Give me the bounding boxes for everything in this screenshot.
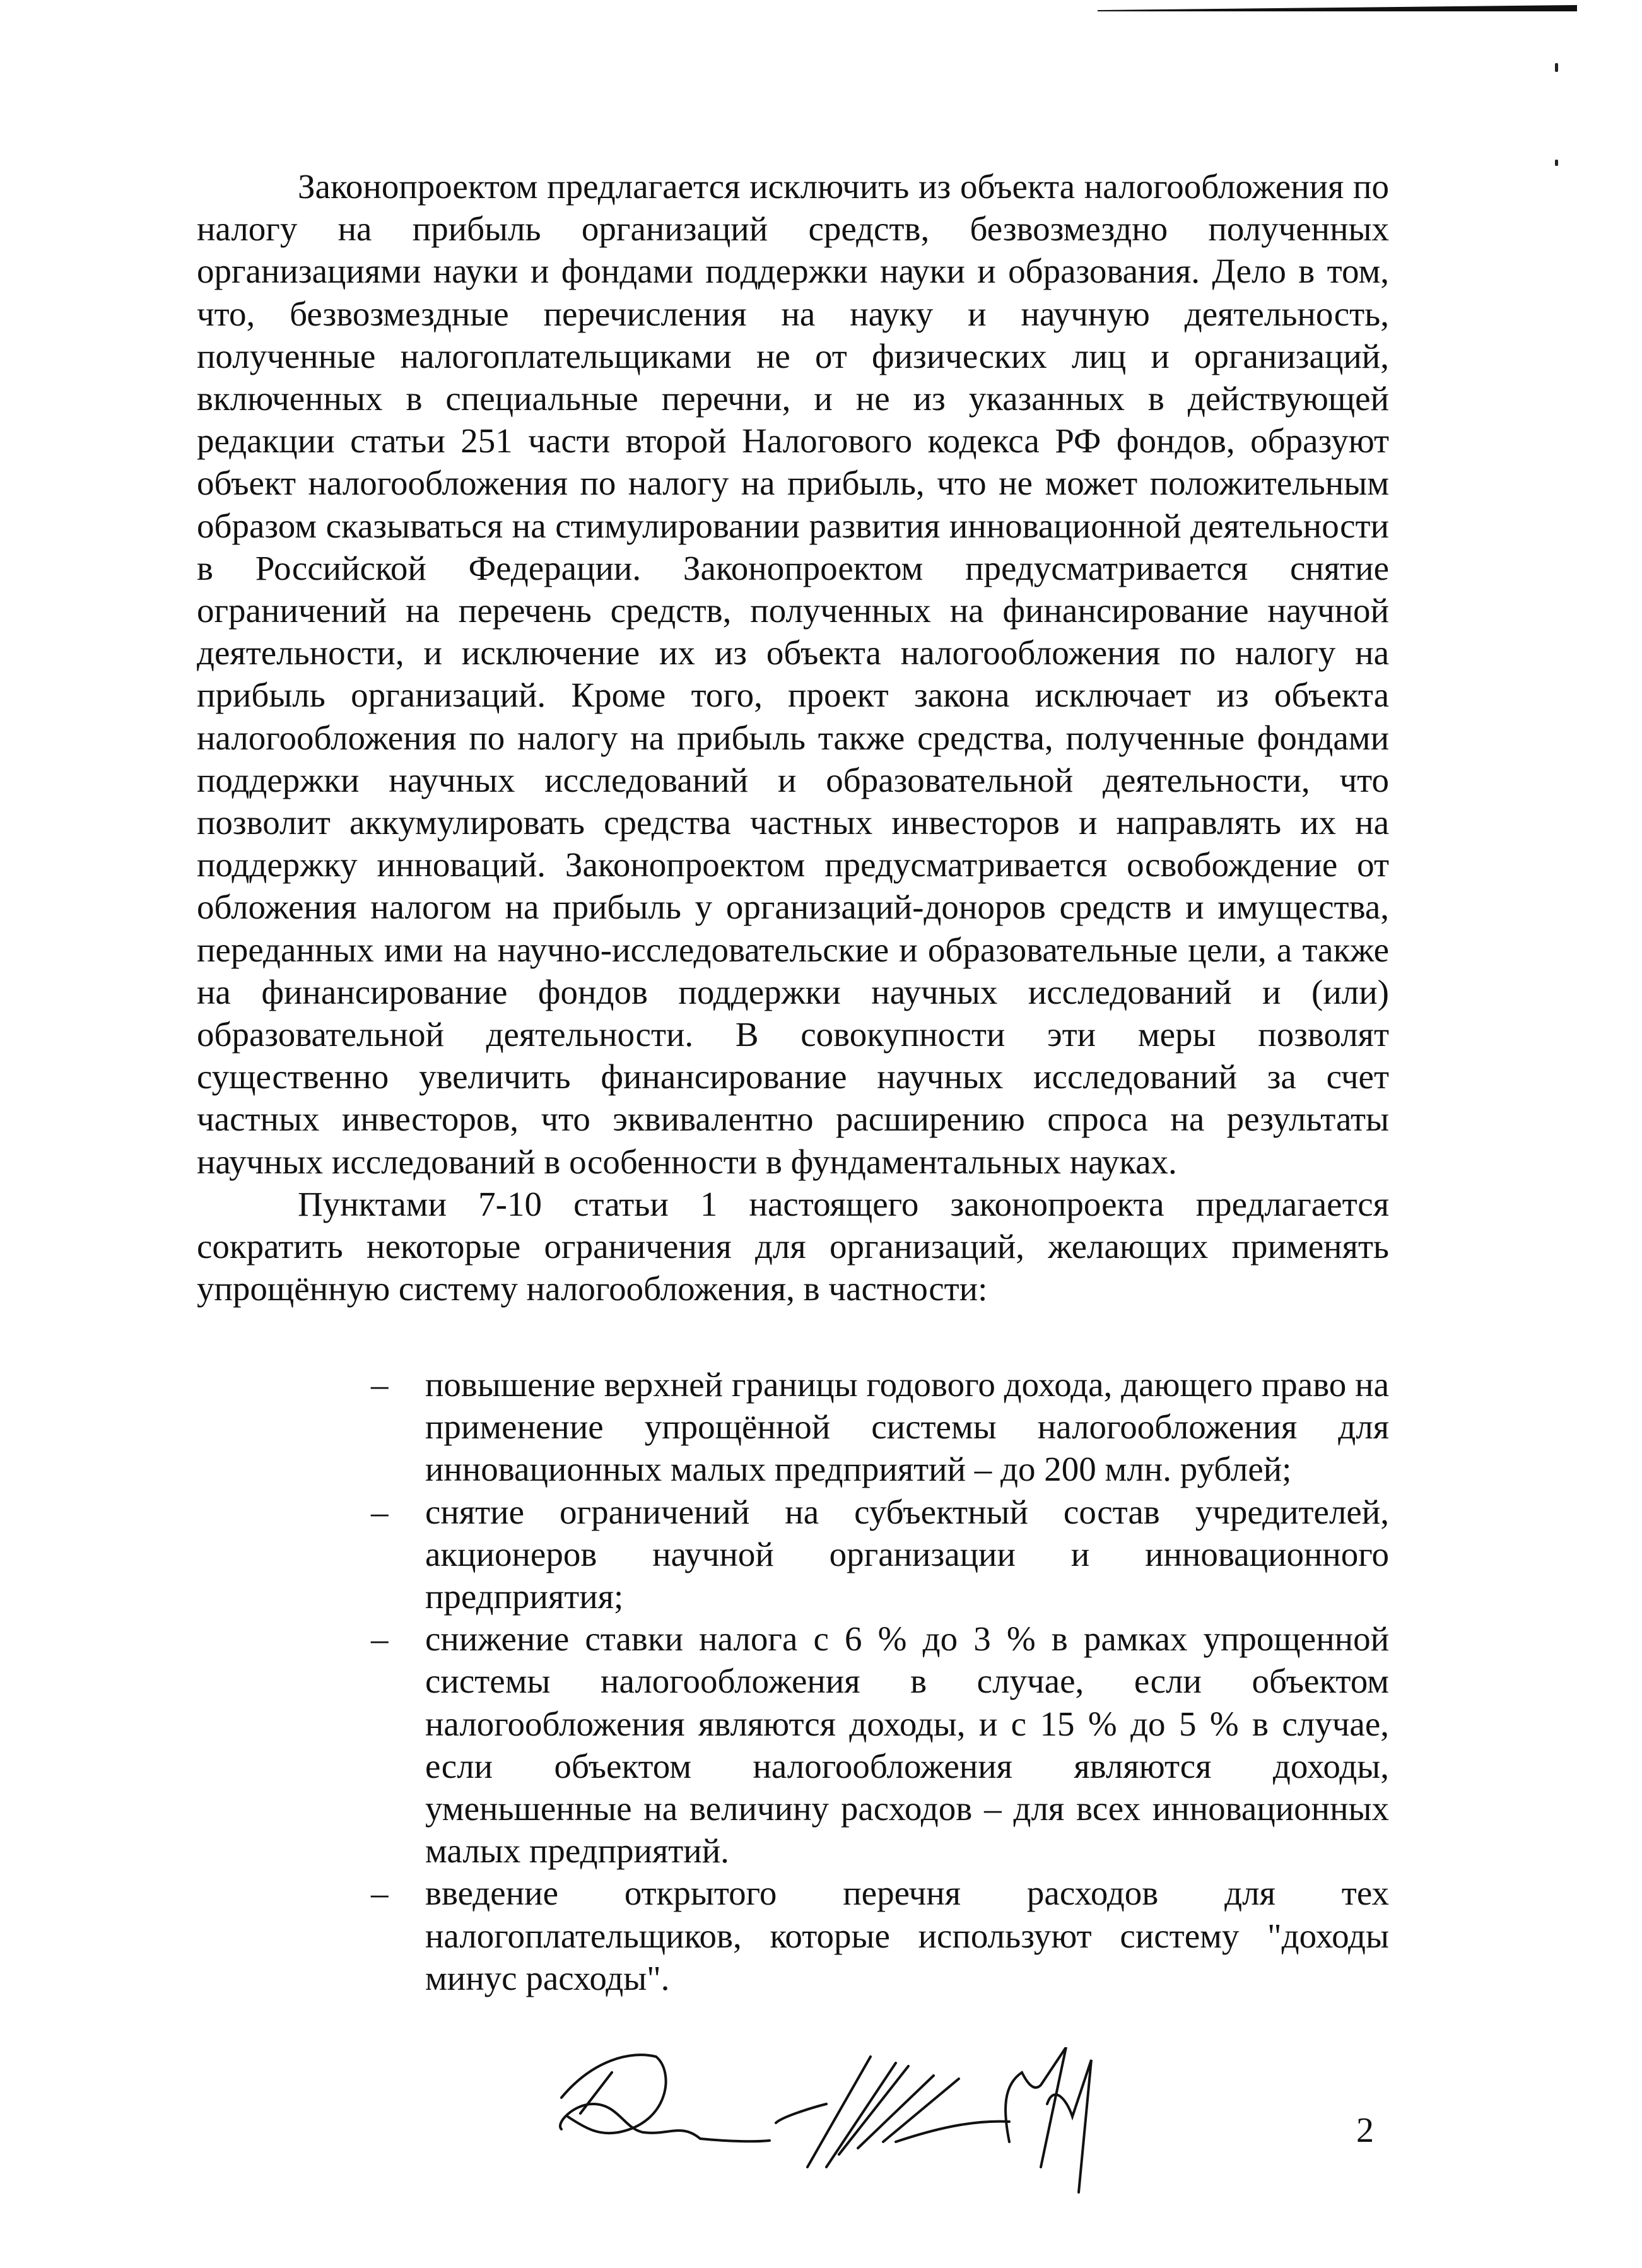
list-dash: – <box>371 1874 389 1913</box>
paragraph-1: Законопроектом предлагается исключить из объекта налогообложения по налогу на прибыль организаций средств, безвозмездно полученных организациями науки и фондами поддержки науки и образования. Дело в том, что, безвозмездные перечисления на науку и научную деятельность, полученные налогоплательщиками не от физических лиц и организаций, включенных в специальные перечни, и не из указанных в действующей редакции статьи 251 части второй Налогового кодекса РФ фондов, образуют объект налогообложения по налогу на прибыль, что не может положительным образом сказываться на стимулировании развития инновационной деятельности в Российской Федерации. Законопроектом предусматривается снятие ограничений на перечень средств, полученных на финансирование научной деятельности, и исключение их из объекта налогообложения по налогу на прибыль организаций. Кроме того, проект закона исключает из объекта налогообложения по налогу на прибыль также средства, полученные фондами поддержки научных исследований и образовательной деятельности, что позволит аккумулировать средства частных инвесторов и направлять их на поддержку инноваций. Законопроектом предусматривается освобождение от обложения налогом на прибыль у организаций-доноров средств и имущества, переданных ими на научно-исследовательские и образовательные цели, а также на финансирование фондов поддержки научных исследований и (или) образовательной деятельности. В совокупности эти меры позволят существенно увеличить финансирование научных исследований за счет частных инвесторов, что эквивалентно расширению спроса на результаты научных исследований в особенности в фундаментальных науках. <box>197 167 1389 1181</box>
paragraph-2: Пунктами 7-10 статьи 1 настоящего законопроекта предлагается сократить некоторые ограничения для организаций, желающих применять упрощённую систему налогообложения, в частности: <box>197 1184 1389 1308</box>
list-dash: – <box>371 1492 389 1531</box>
handwritten-signature <box>542 2047 1337 2268</box>
scan-edge-line <box>1098 5 1577 11</box>
list-item-text: снижение ставки налога с 6 % до 3 % в рамках упрощенной системы налогообложения в случае, если объектом налогообложения являются доходы, и с 15 % до 5 % в случае, если объектом налогообложения являются доходы, уменьшенные на величину расходов – для всех инновационных малых предприятий. <box>425 1619 1389 1871</box>
page-number: 2 <box>1356 2111 1374 2150</box>
bullet-list <box>371 1363 1389 1999</box>
list-item <box>371 1872 1389 1999</box>
document-body <box>197 165 1389 1310</box>
list-dash: – <box>371 1619 389 1659</box>
list-dash: – <box>371 1365 389 1404</box>
list-item <box>371 1491 1389 1618</box>
list-item-text: снятие ограничений на субъектный состав учредителей, акционеров научной организации и инновационного предприятия; <box>425 1492 1389 1616</box>
list-item-text: повышение верхней границы годового дохода, дающего право на применение упрощённой системы налогообложения для инновационных малых предприятий – до 200 млн. рублей; <box>425 1365 1389 1489</box>
list-item <box>371 1618 1389 1872</box>
list-item-text: введение открытого перечня расходов для тех налогоплательщиков, которые используют систему "доходы минус расходы". <box>425 1874 1389 1997</box>
scan-speck <box>1555 160 1558 166</box>
scan-speck <box>1555 63 1558 72</box>
list-item <box>371 1363 1389 1491</box>
